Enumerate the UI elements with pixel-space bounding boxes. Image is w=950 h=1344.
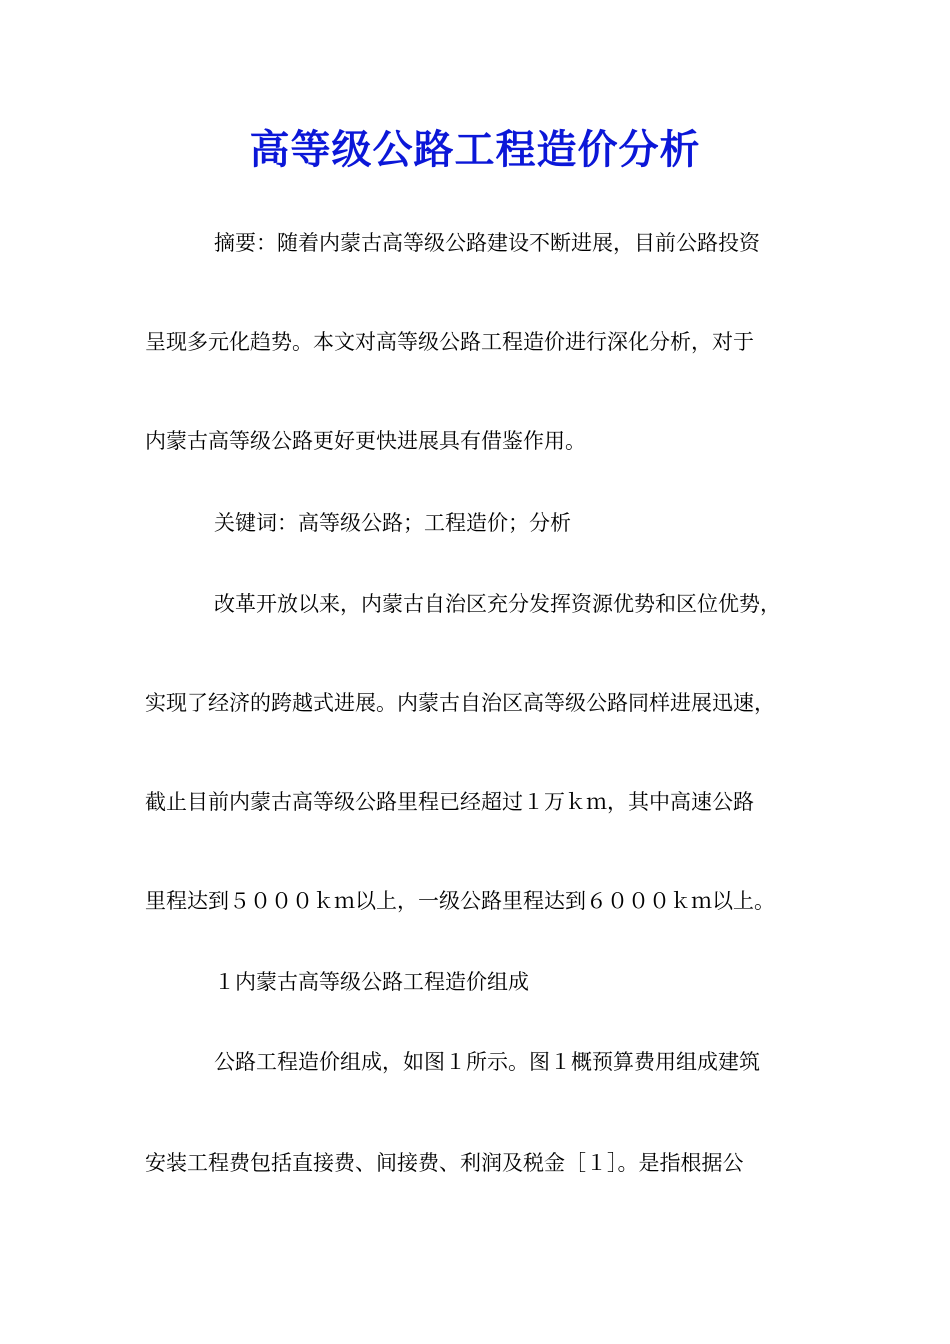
section-paragraph-line-1: 公路工程造价组成，如图１所示。图１概预算费用组成建筑 <box>214 1050 760 1074</box>
paragraph-line-2: 实现了经济的跨越式进展。内蒙古自治区高等级公路同样进展迅速， <box>145 691 775 715</box>
paragraph-line-1: 改革开放以来，内蒙古自治区充分发挥资源优势和区位优势， <box>214 592 781 616</box>
abstract-line-1: 摘要：随着内蒙古高等级公路建设不断进展，目前公路投资 <box>214 231 760 255</box>
abstract-line-2: 呈现多元化趋势。本文对高等级公路工程造价进行深化分析，对于 <box>145 330 754 354</box>
paragraph-line-4: 里程达到５０００ｋｍ以上，一级公路里程达到６０００ｋｍ以上。 <box>145 889 775 913</box>
paragraph-line-3: 截止目前内蒙古高等级公路里程已经超过１万ｋｍ，其中高速公路 <box>145 790 754 814</box>
section-paragraph-line-2: 安装工程费包括直接费、间接费、利润及税金［１］。是指根据公 <box>145 1151 744 1175</box>
document-title: 高等级公路工程造价分析 <box>249 126 701 173</box>
section-heading: １内蒙古高等级公路工程造价组成 <box>214 970 529 994</box>
abstract-line-3: 内蒙古高等级公路更好更快进展具有借鉴作用。 <box>145 429 586 453</box>
keywords-line: 关键词：高等级公路；工程造价；分析 <box>214 511 571 535</box>
